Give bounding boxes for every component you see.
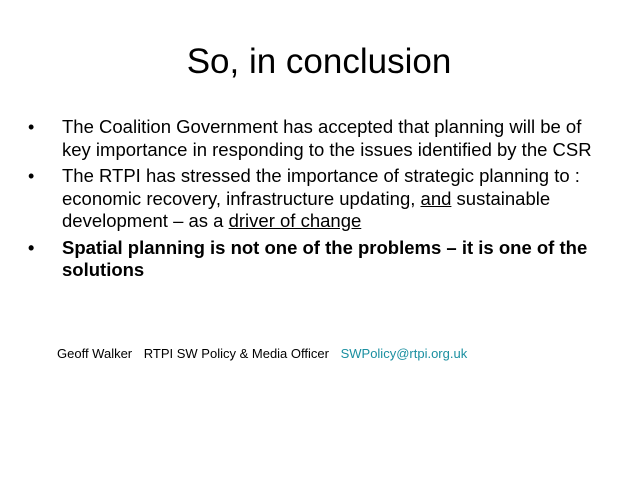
bullet-item-1	[28, 116, 613, 161]
author-name: Geoff Walker	[57, 346, 133, 361]
email-link[interactable]: SWPolicy@rtpi.org.uk	[340, 346, 468, 361]
bullet-text-middle: sustainable development – as a	[62, 187, 551, 231]
footer-credit	[57, 345, 467, 363]
bullet-item-3	[28, 237, 613, 282]
author-role: RTPI SW Policy & Media Officer	[143, 346, 329, 361]
bullet-text-start: The RTPI has stressed the importance of strategic planning to : economic recovery, infrastructure updating,	[62, 165, 580, 209]
slide-title: So, in conclusion	[186, 42, 452, 81]
bullet-icon: •	[28, 237, 35, 258]
bullet-item-2	[28, 165, 613, 233]
underlined-and: and	[420, 187, 452, 209]
bullet-icon: •	[28, 166, 35, 186]
bullet-text: The Coalition Government has accepted that planning will be of key importance in responding to the issues identified by the CSR	[62, 116, 592, 160]
underlined-driver-of-change: driver of change	[228, 210, 362, 231]
bullet-icon: •	[28, 117, 35, 137]
bullet-text: Spatial planning is not one of the problems – it is one of the solutions	[62, 236, 588, 280]
bullet-list	[28, 116, 613, 286]
